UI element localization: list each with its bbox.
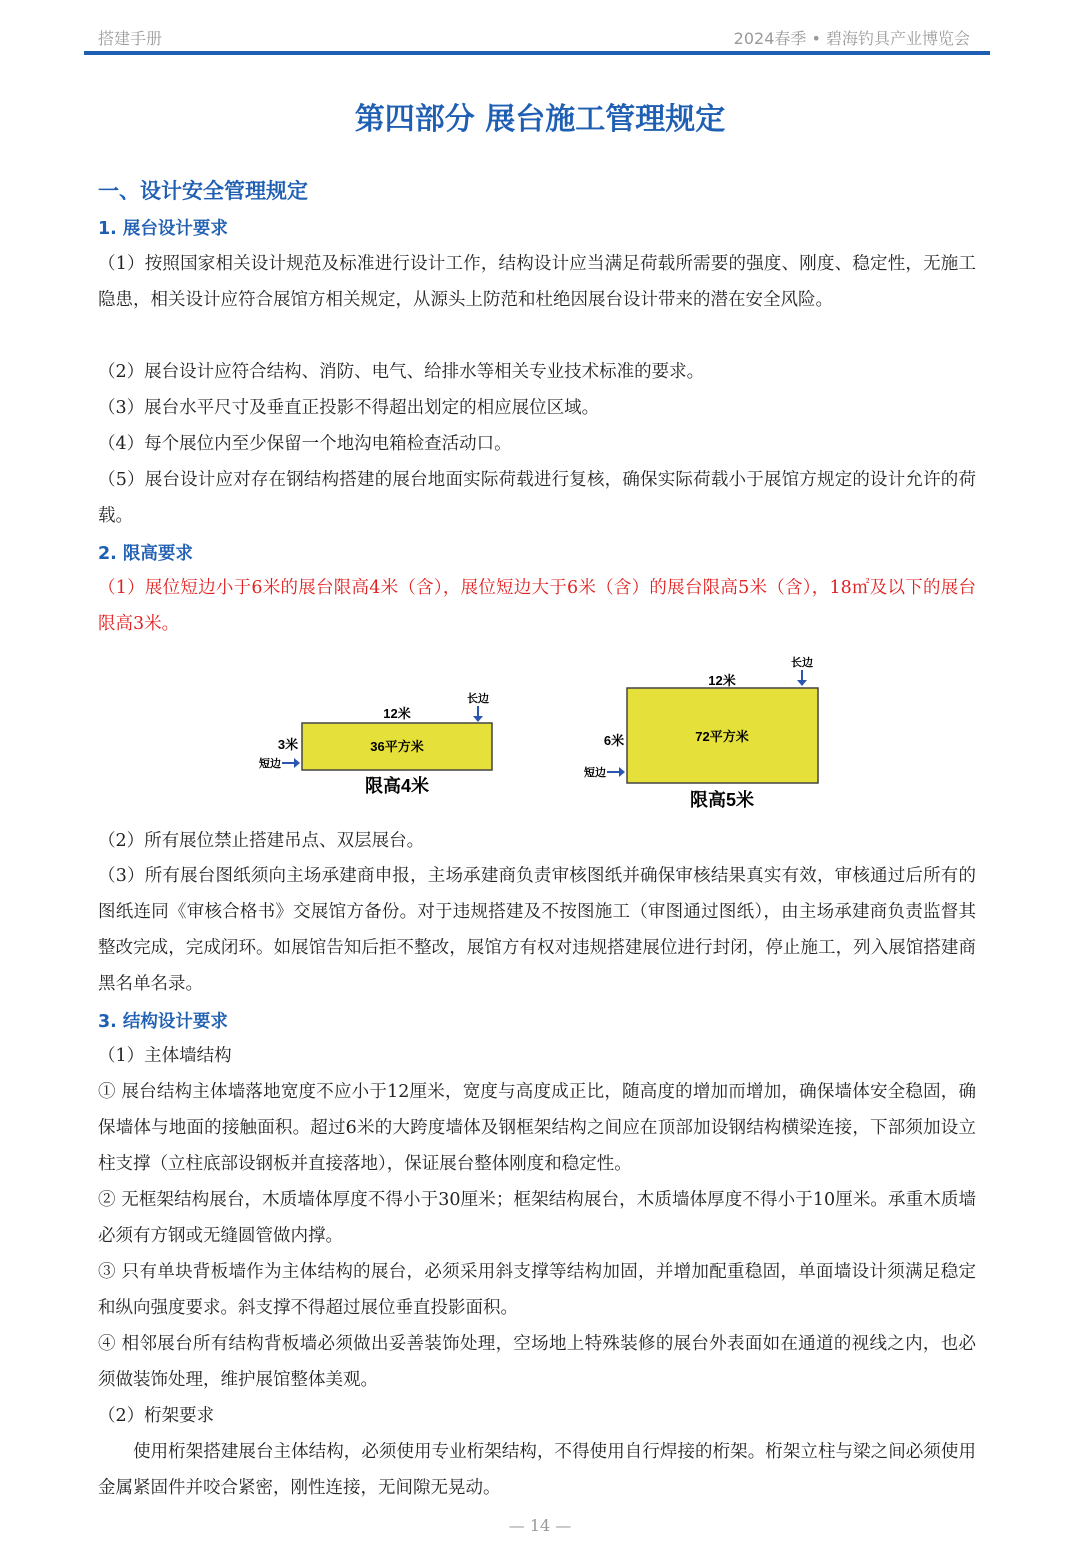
right-long-edge-label: 长边 xyxy=(791,657,813,669)
paragraph: （5）展台设计应对存在钢结构搭建的展台地面实际荷载进行复核，确保实际荷载小于展馆方规定的设计允许的荷载。 xyxy=(98,470,976,526)
header-event-title: 2024春季 • 碧海钓具产业博览会 xyxy=(733,29,970,48)
paragraph: 使用桁架搭建展台主体结构，必须使用专业桁架结构，不得使用自行焊接的桁架。桁架立柱与梁之间必须使用金属紧固件并咬合紧密，刚性连接，无间隙无晃动。 xyxy=(98,1442,976,1498)
paragraph: （2）所有展位禁止搭建吊点、双层展台。 xyxy=(98,831,425,851)
right-long-label: 12米 xyxy=(708,673,736,688)
paragraph: （3）展台水平尺寸及垂直正投影不得超出划定的相应展位区域。 xyxy=(98,398,600,418)
left-long-arrowhead xyxy=(473,716,483,722)
subsection-heading-height: 2. 限高要求 xyxy=(98,544,193,564)
header-manual-title: 搭建手册 xyxy=(98,29,163,48)
subsection-heading-structure: 3. 结构设计要求 xyxy=(98,1012,228,1032)
left-area-label: 36平方米 xyxy=(370,739,424,754)
left-long-label: 12米 xyxy=(383,706,411,721)
right-area-label: 72平方米 xyxy=(695,729,749,744)
left-long-edge-label: 长边 xyxy=(467,693,489,705)
right-short-label: 6米 xyxy=(603,733,625,748)
page-number: — 14 — xyxy=(508,1516,572,1535)
paragraph: ① 展台结构主体墙落地宽度不应小于12厘米，宽度与高度成正比，随高度的增加而增加，确保墙体安全稳固，确保墙体与地面的接触面积。超过6米的大跨度墙体及钢框架结构之间应在顶部加设钢结构横梁连接，下部须加设立柱支撑（立柱底部设钢板并直接落地），保证展台整体刚度和稳定性。 xyxy=(98,1082,976,1174)
paragraph: （1）主体墙结构 xyxy=(98,1046,232,1066)
page-title: 第四部分 展台施工管理规定 xyxy=(354,102,726,137)
paragraph: （4）每个展位内至少保留一个地沟电箱检查活动口。 xyxy=(98,434,512,454)
section-heading: 一、设计安全管理规定 xyxy=(98,179,308,203)
paragraph: （2）桁架要求 xyxy=(98,1406,215,1426)
paragraph: （3）所有展台图纸须向主场承建商申报，主场承建商负责审核图纸并确保审核结果真实有效，审核通过后所有的图纸连同《审核合格书》交展馆方备份。对于违规搭建及不按图施工（审图通过图纸），由主场承建商负责监督其整改完成，完成闭环。如展馆告知后拒不整改，展馆方有权对违规搭建展位进行封闭，停止施工，列入展馆搭建商黑名单名录。 xyxy=(98,866,976,994)
left-caption: 限高4米 xyxy=(364,776,430,796)
paragraph: （1）按照国家相关设计规范及标准进行设计工作，结构设计应当满足荷载所需要的强度、刚度、稳定性，无施工隐患，相关设计应符合展馆方相关规定，从源头上防范和杜绝因展台设计带来的潜在安全风险。 xyxy=(98,254,976,310)
subsection-heading-design: 1. 展台设计要求 xyxy=(98,219,228,239)
paragraph: ② 无框架结构展台，木质墙体厚度不得小于30厘米；框架结构展台，木质墙体厚度不得小于10厘米。承重木质墙必须有方钢或无缝圆管做内撑。 xyxy=(98,1190,976,1246)
paragraph: ④ 相邻展台所有结构背板墙必须做出妥善装饰处理，空场地上特殊装修的展台外表面如在通道的视线之内，也必须做装饰处理，维护展馆整体美观。 xyxy=(98,1334,976,1390)
paragraph: ③ 只有单块背板墙作为主体结构的展台，必须采用斜支撑等结构加固，并增加配重稳固，单面墙设计须满足稳定和纵向强度要求。斜支撑不得超过展位垂直投影面积。 xyxy=(98,1262,976,1318)
right-short-edge-label: 短边 xyxy=(584,767,606,779)
right-caption: 限高5米 xyxy=(689,790,755,810)
height-limit-figure xyxy=(220,650,860,820)
header-divider xyxy=(84,51,990,55)
left-short-edge-label: 短边 xyxy=(259,758,281,770)
paragraph-highlight: （1）展位短边小于6米的展台限高4米（含），展位短边大于6米（含）的展台限高5米（含），18㎡及以下的展台限高3米。 xyxy=(98,578,976,634)
right-long-arrowhead xyxy=(797,680,807,686)
left-short-arrowhead xyxy=(294,758,300,768)
right-short-arrowhead xyxy=(619,767,625,777)
paragraph: （2）展台设计应符合结构、消防、电气、给排水等相关专业技术标准的要求。 xyxy=(98,362,705,382)
left-short-label: 3米 xyxy=(277,737,299,752)
